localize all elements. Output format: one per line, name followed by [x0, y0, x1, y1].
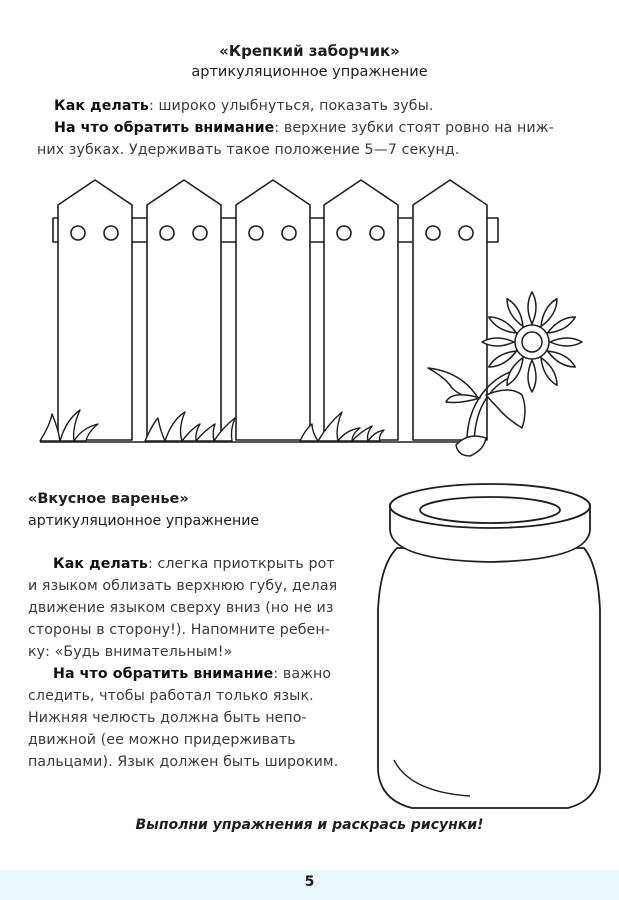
- section2-attention-text-1: : важно: [273, 666, 332, 682]
- section2-how-text-1: : слегка приоткрыть рот: [147, 556, 335, 572]
- footer-instruction: Выполни упражнения и раскрась рисунки!: [135, 817, 484, 833]
- section2-how-text-3: движение языком сверху вниз (но не из: [28, 600, 334, 616]
- section1-how-label: Как делать: [54, 98, 149, 114]
- section1-attention-paragraph-cont: [37, 139, 459, 161]
- section1-attention-label: На что обратить внимание: [54, 120, 275, 136]
- grass-tuft: [352, 426, 384, 441]
- section1-attention-text-2: них зубках. Удерживать такое положение 5—7 секунд.: [37, 142, 460, 158]
- section2-how-paragraph: [28, 553, 338, 773]
- section2-attention-text-5: пальцами). Язык должен быть широким.: [28, 754, 339, 770]
- section1-how-text: : широко улыбнуться, показать зубы.: [148, 98, 434, 114]
- section1-attention-text: : верхние зубки стоят ровно на ниж-: [274, 120, 554, 136]
- grass-tuft: [300, 412, 360, 441]
- fence-picket: [236, 180, 310, 440]
- grass-tuft: [196, 418, 235, 441]
- grass-tuft: [40, 410, 98, 441]
- section2-how-text-4: стороны в сторону!). Напомните ребен-: [28, 622, 330, 638]
- section2-subtitle: артикуляционное упражнение: [28, 513, 260, 529]
- section2-title: «Вкусное варенье»: [28, 491, 189, 507]
- section2-attention-label: На что обратить внимание: [53, 666, 274, 682]
- section2-attention-text-4: движной (ее можно придерживать: [28, 732, 296, 748]
- section1-subtitle: артикуляционное упражнение: [191, 64, 428, 80]
- page-number: 5: [304, 874, 315, 890]
- section2-attention-text-3: Нижняя челюсть должна быть непо-: [28, 710, 307, 726]
- section2-attention-text-2: следить, чтобы работал только язык.: [28, 688, 314, 704]
- fence-picket: [413, 180, 487, 440]
- fence-rail-top: [53, 218, 498, 242]
- section1-attention-paragraph: [54, 117, 554, 139]
- section2-how-label: Как делать: [53, 556, 148, 572]
- grass-tuft: [145, 412, 200, 441]
- fence-picket: [147, 180, 221, 440]
- fence-picket: [324, 180, 398, 440]
- jar-illustration: [378, 484, 600, 808]
- section2-how-text-5: ку: «Будь внимательным!»: [28, 644, 233, 660]
- sunflower: [428, 292, 582, 456]
- fence-picket: [58, 180, 132, 440]
- section1-how-paragraph: [54, 95, 433, 117]
- section1-title: «Крепкий заборчик»: [219, 42, 400, 60]
- section2-how-text-2: и языком облизать верхнюю губу, делая: [28, 578, 338, 594]
